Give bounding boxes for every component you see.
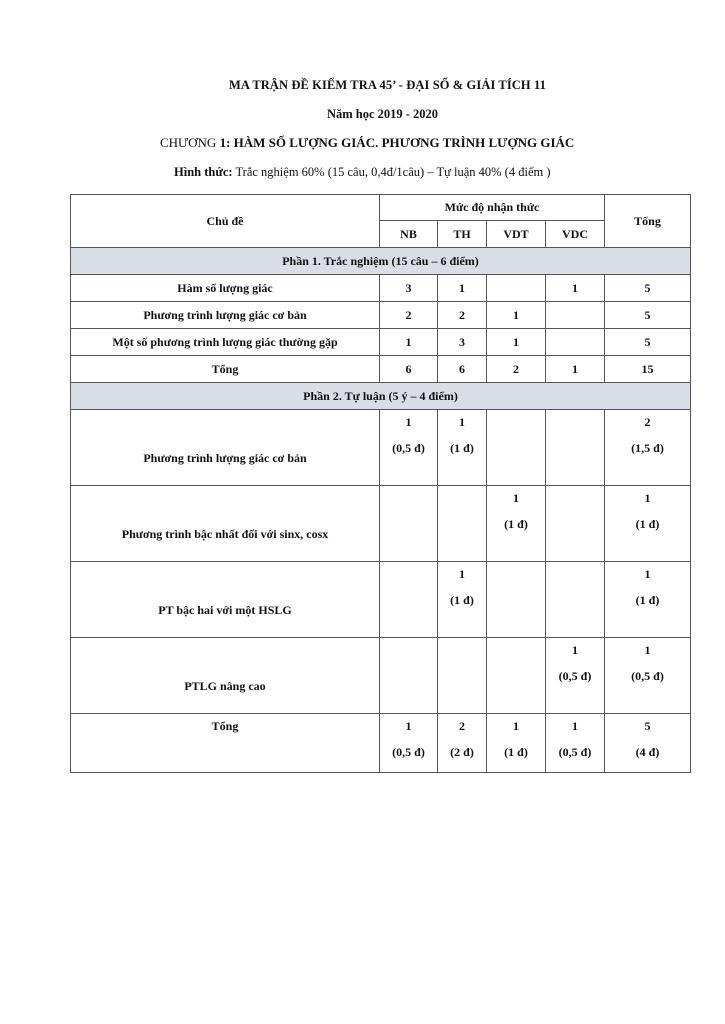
topic-cell: PTLG nâng cao (71, 638, 380, 714)
table-row (71, 302, 691, 329)
level-th: TH (438, 221, 487, 248)
th-cell (438, 714, 487, 773)
total-cell: 15 (605, 356, 691, 383)
chapter-title: 1: HÀM SỐ LƯỢNG GIÁC. PHƯƠNG TRÌNH LƯỢNG GIÁC (219, 135, 575, 150)
vdt-cell: 2 (487, 356, 546, 383)
points: (1 đ) (635, 593, 660, 607)
th-cell: 2 (438, 302, 487, 329)
topic-cell: Tổng (71, 714, 380, 773)
th-cell (438, 486, 487, 562)
count: 1 (644, 643, 651, 657)
points: (1 đ) (504, 517, 528, 531)
vdc-cell: 1 (546, 356, 605, 383)
topic-cell: Phương trình lượng giác cơ bản (71, 410, 380, 486)
section-row-part2 (71, 383, 691, 410)
th-cell: 3 (438, 329, 487, 356)
school-year: Năm học 2019 - 2020 (326, 107, 439, 121)
points: (1 đ) (504, 745, 528, 759)
count: 1 (459, 567, 465, 581)
total-header: Tổng (605, 195, 691, 248)
th-cell (438, 638, 487, 714)
points: (0,5 đ) (558, 745, 592, 759)
count: 1 (644, 567, 651, 581)
exam-form-label: Hình thức: (174, 165, 233, 179)
count: 1 (405, 719, 412, 733)
vdt-cell: 1 (487, 329, 546, 356)
count: 2 (644, 415, 651, 429)
vdc-cell (546, 329, 605, 356)
nb-cell (380, 486, 438, 562)
points: (1 đ) (450, 441, 474, 455)
exam-form-text: Trắc nghiệm 60% (15 câu, 0,4đ/1câu) – Tự luận 40% (4 điểm ) (232, 165, 551, 179)
total-cell (605, 486, 691, 562)
level-vdc: VDC (546, 221, 605, 248)
th-cell: 1 (438, 275, 487, 302)
table-row (71, 638, 691, 714)
level-vdt: VDT (487, 221, 546, 248)
count: 2 (459, 719, 465, 733)
topic-cell: Phương trình lượng giác cơ bản (71, 302, 380, 329)
th-cell (438, 410, 487, 486)
document-title: MA TRẬN ĐỀ KIỂM TRA 45’ - ĐẠI SỐ & GIẢI TÍCH 11 (228, 78, 546, 92)
vdt-cell (487, 562, 546, 638)
total-cell: 5 (605, 275, 691, 302)
count: 5 (644, 719, 651, 733)
topic-cell: Tổng (71, 356, 380, 383)
nb-cell: 6 (380, 356, 438, 383)
th-cell: 6 (438, 356, 487, 383)
topic-header: Chủ đề (71, 195, 380, 248)
vdc-cell (546, 302, 605, 329)
nb-cell (380, 714, 438, 773)
vdc-cell (546, 410, 605, 486)
points: (0,5 đ) (392, 441, 425, 455)
exam-form (174, 165, 551, 180)
vdc-cell: 1 (546, 275, 605, 302)
total-cell (605, 562, 691, 638)
chapter-prefix: CHƯƠNG (160, 135, 220, 150)
level-header: Mức độ nhận thức (380, 195, 605, 221)
total-cell (605, 714, 691, 773)
total-cell: 5 (605, 329, 691, 356)
nb-cell (380, 638, 438, 714)
vdc-cell (546, 638, 605, 714)
vdc-cell (546, 562, 605, 638)
table-row (71, 562, 691, 638)
topic-cell: PT bậc hai với một HSLG (71, 562, 380, 638)
vdt-cell (487, 638, 546, 714)
count: 1 (513, 491, 519, 505)
nb-cell: 1 (380, 329, 438, 356)
section-row-part1 (71, 248, 691, 275)
topic-cell: Hàm số lượng giác (71, 275, 380, 302)
header-row (71, 195, 691, 221)
vdt-cell (487, 410, 546, 486)
nb-cell (380, 410, 438, 486)
nb-cell: 3 (380, 275, 438, 302)
points: (4 đ) (635, 745, 660, 759)
section-title: Phần 1. Trắc nghiệm (15 câu – 6 điểm) (71, 248, 691, 275)
table-row (71, 410, 691, 486)
points: (1,5 đ) (631, 441, 664, 455)
nb-cell: 2 (380, 302, 438, 329)
th-cell (438, 562, 487, 638)
count: 1 (572, 719, 578, 733)
total-cell (605, 638, 691, 714)
vdt-cell: 1 (487, 302, 546, 329)
points: (0,5 đ) (631, 669, 664, 683)
topic-cell: Một số phương trình lượng giác thường gặp (71, 329, 380, 356)
table-row (71, 714, 691, 773)
count: 1 (459, 415, 465, 429)
vdc-cell (546, 714, 605, 773)
topic-cell: Phương trình bậc nhất đối với sinx, cosx (71, 486, 380, 562)
exam-matrix-table (70, 194, 691, 773)
count: 1 (405, 415, 412, 429)
table-row (71, 486, 691, 562)
points: (1 đ) (635, 517, 660, 531)
table-row (71, 329, 691, 356)
vdt-cell (487, 486, 546, 562)
count: 1 (513, 719, 519, 733)
table-row (71, 275, 691, 302)
vdt-cell (487, 275, 546, 302)
count: 1 (572, 643, 578, 657)
table-row (71, 356, 691, 383)
vdt-cell (487, 714, 546, 773)
nb-cell (380, 562, 438, 638)
level-nb: NB (380, 221, 438, 248)
points: (0,5 đ) (392, 745, 425, 759)
vdc-cell (546, 486, 605, 562)
points: (1 đ) (450, 593, 474, 607)
points: (2 đ) (450, 745, 474, 759)
count: 1 (644, 491, 651, 505)
total-cell (605, 410, 691, 486)
section-title: Phần 2. Tự luận (5 ý – 4 điểm) (71, 383, 691, 410)
total-cell: 5 (605, 302, 691, 329)
chapter-heading (160, 135, 574, 151)
points: (0,5 đ) (558, 669, 592, 683)
